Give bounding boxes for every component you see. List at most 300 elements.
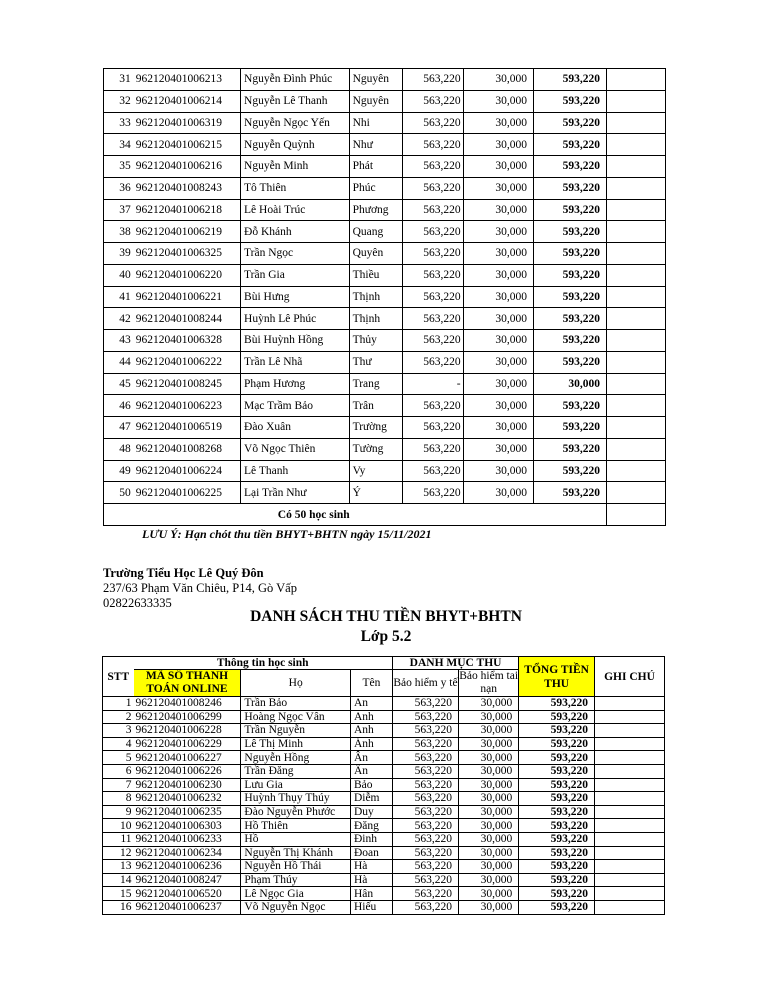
cell-ten: Trang (349, 373, 402, 395)
cell-bhyt: 563,220 (392, 710, 458, 724)
cell-note (595, 900, 665, 914)
cell-code: 962120401006236 (134, 860, 241, 874)
cell-code: 962120401006227 (134, 751, 241, 765)
cell-ten: Nguyên (349, 69, 402, 91)
cell-code: 962120401008268 (134, 438, 241, 460)
cell-code: 962120401006328 (134, 330, 241, 352)
cell-ho: Trần Bảo (241, 697, 351, 711)
cell-bhtn: 30,000 (463, 395, 533, 417)
header-stt: STT (103, 657, 134, 697)
cell-ten: Thủy (349, 330, 402, 352)
table-row (104, 134, 666, 156)
cell-ten: Nguyên (349, 90, 402, 112)
cell-ten: Hà (350, 860, 392, 874)
cell-ten: Phúc (349, 177, 402, 199)
cell-ten: Bảo (350, 778, 392, 792)
cell-stt: 8 (103, 792, 134, 806)
cell-bhtn: 30,000 (463, 308, 533, 330)
cell-total: 593,220 (519, 778, 595, 792)
cell-note (607, 243, 666, 265)
cell-stt: 15 (103, 887, 134, 901)
cell-code: 962120401006221 (134, 286, 241, 308)
cell-total: 30,000 (533, 373, 606, 395)
cell-bhyt: 563,220 (402, 177, 463, 199)
cell-code: 962120401006233 (134, 832, 241, 846)
table-row (104, 417, 666, 439)
cell-bhyt: 563,220 (392, 873, 458, 887)
table-row (104, 264, 666, 286)
cell-code: 962120401006228 (134, 724, 241, 738)
cell-bhyt: 563,220 (392, 792, 458, 806)
table-row (104, 221, 666, 243)
bottom-table-header (103, 657, 665, 697)
cell-code: 962120401006519 (134, 417, 241, 439)
cell-ten: Đinh (350, 832, 392, 846)
cell-note (595, 778, 665, 792)
cell-ho: Trần Nguyễn (241, 724, 351, 738)
cell-total: 593,220 (533, 308, 606, 330)
cell-total: 593,220 (519, 764, 595, 778)
cell-note (607, 286, 666, 308)
table-row (104, 90, 666, 112)
cell-total: 593,220 (533, 438, 606, 460)
cell-ten: Thịnh (349, 308, 402, 330)
cell-stt: 9 (103, 805, 134, 819)
header-note: GHI CHÚ (595, 657, 665, 697)
cell-stt: 40 (104, 264, 134, 286)
cell-bhyt: 563,220 (402, 308, 463, 330)
school-address: 237/63 Phạm Văn Chiêu, P14, Gò Vấp (103, 581, 297, 595)
cell-stt: 16 (103, 900, 134, 914)
cell-bhtn: 30,000 (463, 90, 533, 112)
header-category: DANH MỤC THU (392, 657, 518, 670)
cell-total: 593,220 (533, 221, 606, 243)
cell-ten: Ý (349, 482, 402, 504)
cell-ten: Ân (350, 764, 392, 778)
cell-bhyt: 563,220 (402, 199, 463, 221)
header-ho: Họ (241, 670, 351, 697)
cell-stt: 50 (104, 482, 134, 504)
cell-ten: Thư (349, 351, 402, 373)
cell-bhyt: 563,220 (402, 264, 463, 286)
table-row (103, 792, 665, 806)
cell-total: 593,220 (533, 286, 606, 308)
cell-code: 962120401006237 (134, 900, 241, 914)
cell-bhyt: 563,220 (392, 860, 458, 874)
cell-bhtn: 30,000 (463, 482, 533, 504)
table-row (103, 900, 665, 914)
cell-code: 962120401006229 (134, 737, 241, 751)
count-spacer (104, 504, 134, 526)
cell-stt: 1 (103, 697, 134, 711)
cell-note (595, 710, 665, 724)
cell-note (607, 417, 666, 439)
cell-ho: Tô Thiên (241, 177, 350, 199)
cell-bhyt: 563,220 (402, 330, 463, 352)
cell-bhtn: 30,000 (463, 373, 533, 395)
cell-bhyt: 563,220 (392, 805, 458, 819)
cell-total: 593,220 (533, 69, 606, 91)
cell-ho: Nguyễn Minh (241, 156, 350, 178)
cell-stt: 42 (104, 308, 134, 330)
cell-note (607, 373, 666, 395)
cell-bhyt: 563,220 (402, 438, 463, 460)
table-row (104, 308, 666, 330)
cell-ho: Bùi Hưng (241, 286, 350, 308)
cell-code: 962120401006230 (134, 778, 241, 792)
cell-bhtn: 30,000 (463, 221, 533, 243)
cell-total: 593,220 (533, 112, 606, 134)
cell-ten: Nhi (349, 112, 402, 134)
table-row (104, 330, 666, 352)
cell-note (595, 832, 665, 846)
cell-ho: Phạm Thúy (241, 873, 351, 887)
cell-ten: Ân (350, 751, 392, 765)
cell-bhyt: 563,220 (402, 69, 463, 91)
cell-bhtn: 30,000 (459, 873, 519, 887)
cell-ten: Vy (349, 460, 402, 482)
cell-stt: 4 (103, 737, 134, 751)
cell-code: 962120401008247 (134, 873, 241, 887)
table-row (103, 778, 665, 792)
cell-bhyt: 563,220 (402, 243, 463, 265)
cell-note (607, 199, 666, 221)
cell-total: 593,220 (533, 156, 606, 178)
cell-bhtn: 30,000 (459, 860, 519, 874)
cell-bhyt: 563,220 (402, 134, 463, 156)
cell-bhyt: 563,220 (402, 156, 463, 178)
cell-bhyt: 563,220 (392, 832, 458, 846)
cell-code: 962120401006213 (134, 69, 241, 91)
table-row (104, 373, 666, 395)
cell-code: 962120401006224 (134, 460, 241, 482)
cell-note (607, 156, 666, 178)
header-bhyt: Bảo hiểm y tế (392, 670, 458, 697)
school-name: Trường Tiểu Học Lê Quý Đôn (103, 566, 264, 580)
cell-stt: 43 (104, 330, 134, 352)
cell-bhtn: 30,000 (459, 819, 519, 833)
cell-ho: Nguyễn Hồng (241, 751, 351, 765)
cell-stt: 6 (103, 764, 134, 778)
cell-bhtn: 30,000 (463, 330, 533, 352)
cell-total: 593,220 (519, 697, 595, 711)
cell-bhyt: 563,220 (402, 417, 463, 439)
cell-bhyt: 563,220 (402, 395, 463, 417)
cell-code: 962120401008244 (134, 308, 241, 330)
cell-code: 962120401006225 (134, 482, 241, 504)
cell-bhtn: 30,000 (459, 697, 519, 711)
cell-stt: 5 (103, 751, 134, 765)
table-row (103, 819, 665, 833)
cell-ten: Hà (350, 873, 392, 887)
cell-ho: Võ Nguyễn Ngọc (241, 900, 351, 914)
cell-code: 962120401006232 (134, 792, 241, 806)
cell-ho: Lại Trần Như (241, 482, 350, 504)
cell-stt: 39 (104, 243, 134, 265)
cell-code: 962120401006216 (134, 156, 241, 178)
cell-bhyt: 563,220 (402, 286, 463, 308)
cell-bhyt: 563,220 (402, 112, 463, 134)
cell-stt: 48 (104, 438, 134, 460)
cell-note (595, 724, 665, 738)
cell-code: 962120401006220 (134, 264, 241, 286)
count-row (104, 504, 666, 526)
cell-note (607, 395, 666, 417)
cell-code: 962120401008245 (134, 373, 241, 395)
cell-total: 593,220 (519, 819, 595, 833)
cell-total: 593,220 (533, 351, 606, 373)
cell-stt: 33 (104, 112, 134, 134)
cell-note (595, 873, 665, 887)
cell-total: 593,220 (519, 832, 595, 846)
cell-code: 962120401008246 (134, 697, 241, 711)
cell-ho: Bùi Huỳnh Hồng (241, 330, 350, 352)
cell-code: 962120401006226 (134, 764, 241, 778)
cell-stt: 49 (104, 460, 134, 482)
cell-bhtn: 30,000 (459, 751, 519, 765)
bottom-student-table (102, 656, 665, 915)
cell-note (607, 482, 666, 504)
cell-ten: Diễm (350, 792, 392, 806)
cell-bhtn: 30,000 (459, 846, 519, 860)
cell-code: 962120401006219 (134, 221, 241, 243)
cell-total: 593,220 (533, 177, 606, 199)
deadline-note: LƯU Ý: Hạn chót thu tiền BHYT+BHTN ngày 15/11/2021 (142, 527, 432, 541)
cell-code: 962120401006214 (134, 90, 241, 112)
cell-stt: 45 (104, 373, 134, 395)
cell-ho: Nguyễn Đình Phúc (241, 69, 350, 91)
cell-bhyt: 563,220 (392, 764, 458, 778)
top-table-body (104, 69, 666, 526)
table-row (104, 395, 666, 417)
cell-bhtn: 30,000 (459, 900, 519, 914)
cell-total: 593,220 (519, 724, 595, 738)
cell-total: 593,220 (519, 792, 595, 806)
cell-stt: 35 (104, 156, 134, 178)
cell-ho: Trần Lê Nhã (241, 351, 350, 373)
cell-bhtn: 30,000 (459, 724, 519, 738)
cell-stt: 34 (104, 134, 134, 156)
cell-note (607, 69, 666, 91)
cell-stt: 41 (104, 286, 134, 308)
cell-code: 962120401006520 (134, 887, 241, 901)
cell-bhyt: 563,220 (392, 819, 458, 833)
cell-note (607, 264, 666, 286)
table-row (104, 69, 666, 91)
cell-code: 962120401006218 (134, 199, 241, 221)
table-row (104, 286, 666, 308)
cell-bhtn: 30,000 (459, 778, 519, 792)
cell-ten: Anh (350, 724, 392, 738)
cell-note (607, 221, 666, 243)
cell-ten: Quyên (349, 243, 402, 265)
cell-total: 593,220 (519, 751, 595, 765)
cell-bhtn: 30,000 (459, 832, 519, 846)
cell-bhyt: 563,220 (402, 482, 463, 504)
cell-stt: 47 (104, 417, 134, 439)
cell-bhtn: 30,000 (463, 69, 533, 91)
cell-ten: Đoan (350, 846, 392, 860)
cell-ho: Huỳnh Thụy Thúy (241, 792, 351, 806)
cell-stt: 14 (103, 873, 134, 887)
bottom-table-body (103, 697, 665, 915)
cell-total: 593,220 (519, 710, 595, 724)
cell-ho: Hồ (241, 832, 351, 846)
cell-bhtn: 30,000 (463, 460, 533, 482)
cell-bhtn: 30,000 (463, 112, 533, 134)
table-row (103, 710, 665, 724)
header-total: TỔNG TIỀN THU (519, 657, 595, 697)
cell-ten: Tường (349, 438, 402, 460)
cell-stt: 37 (104, 199, 134, 221)
cell-ho: Nguyễn Hồ Thái (241, 860, 351, 874)
cell-note (595, 764, 665, 778)
cell-stt: 36 (104, 177, 134, 199)
table-row (104, 438, 666, 460)
count-note (607, 504, 666, 526)
cell-ten: Quang (349, 221, 402, 243)
cell-ten: Phương (349, 199, 402, 221)
cell-bhtn: 30,000 (463, 156, 533, 178)
cell-ho: Lê Ngọc Gia (241, 887, 351, 901)
table-row (104, 460, 666, 482)
cell-total: 593,220 (533, 90, 606, 112)
cell-bhtn: 30,000 (459, 764, 519, 778)
cell-total: 593,220 (533, 199, 606, 221)
cell-ten: Hiếu (350, 900, 392, 914)
cell-ho: Lê Thị Minh (241, 737, 351, 751)
cell-bhtn: 30,000 (459, 737, 519, 751)
table-row (104, 177, 666, 199)
class-label: Lớp 5.2 (360, 628, 412, 645)
table-row (103, 873, 665, 887)
table-row (103, 751, 665, 765)
cell-total: 593,220 (519, 737, 595, 751)
cell-bhyt: 563,220 (392, 887, 458, 901)
cell-bhyt: 563,220 (392, 846, 458, 860)
cell-ten: Duy (350, 805, 392, 819)
cell-bhtn: 30,000 (463, 199, 533, 221)
cell-code: 962120401006235 (134, 805, 241, 819)
cell-total: 593,220 (519, 887, 595, 901)
cell-bhyt: 563,220 (402, 351, 463, 373)
cell-bhyt: 563,220 (392, 724, 458, 738)
page-title: DANH SÁCH THU TIỀN BHYT+BHTN (250, 608, 522, 625)
cell-stt: 2 (103, 710, 134, 724)
cell-total: 593,220 (519, 805, 595, 819)
cell-note (607, 90, 666, 112)
cell-ten: Phát (349, 156, 402, 178)
cell-bhtn: 30,000 (463, 438, 533, 460)
cell-total: 593,220 (533, 134, 606, 156)
school-phone: 02822633335 (103, 596, 172, 610)
cell-bhtn: 30,000 (463, 243, 533, 265)
cell-note (595, 887, 665, 901)
cell-bhtn: 30,000 (463, 286, 533, 308)
cell-bhyt: 563,220 (392, 737, 458, 751)
cell-ho: Đào Xuân (241, 417, 350, 439)
cell-bhtn: 30,000 (459, 805, 519, 819)
cell-bhyt: 563,220 (392, 900, 458, 914)
cell-ho: Huỳnh Lê Phúc (241, 308, 350, 330)
table-row (103, 832, 665, 846)
cell-bhtn: 30,000 (459, 792, 519, 806)
cell-ho: Phạm Hương (241, 373, 350, 395)
cell-ho: Võ Ngọc Thiên (241, 438, 350, 460)
cell-bhtn: 30,000 (463, 177, 533, 199)
cell-ho: Đỗ Khánh (241, 221, 350, 243)
cell-bhtn: 30,000 (463, 134, 533, 156)
school-info (103, 566, 297, 611)
cell-ten: Đăng (350, 819, 392, 833)
cell-stt: 13 (103, 860, 134, 874)
cell-bhyt: 563,220 (392, 778, 458, 792)
cell-ten: Ánh (350, 737, 392, 751)
cell-ho: Nguyễn Ngọc Yến (241, 112, 350, 134)
cell-ho: Nguyễn Quỳnh (241, 134, 350, 156)
table-row (103, 764, 665, 778)
cell-total: 593,220 (519, 860, 595, 874)
table-row (104, 156, 666, 178)
top-student-table (103, 68, 666, 526)
cell-ho: Trần Ngọc (241, 243, 350, 265)
cell-note (595, 792, 665, 806)
cell-note (607, 134, 666, 156)
table-row (103, 697, 665, 711)
cell-note (607, 460, 666, 482)
cell-ho: Đào Nguyễn Phước (241, 805, 351, 819)
student-count: Có 50 học sinh (134, 504, 607, 526)
cell-stt: 38 (104, 221, 134, 243)
cell-bhyt: 563,220 (402, 221, 463, 243)
cell-note (607, 112, 666, 134)
cell-total: 593,220 (533, 460, 606, 482)
cell-bhtn: 30,000 (463, 417, 533, 439)
cell-bhtn: 30,000 (463, 264, 533, 286)
cell-ho: Mạc Trầm Bảo (241, 395, 350, 417)
cell-note (607, 177, 666, 199)
cell-bhyt: 563,220 (392, 751, 458, 765)
cell-code: 962120401006223 (134, 395, 241, 417)
cell-total: 593,220 (533, 395, 606, 417)
cell-total: 593,220 (533, 417, 606, 439)
header-bhtn: Bảo hiểm tai nạn (459, 670, 519, 695)
cell-note (607, 438, 666, 460)
cell-bhyt: 563,220 (392, 697, 458, 711)
cell-bhyt: - (402, 373, 463, 395)
cell-ho: Lưu Gia (241, 778, 351, 792)
table-row (103, 846, 665, 860)
table-row (104, 482, 666, 504)
table-row (103, 860, 665, 874)
cell-ten: Trường (349, 417, 402, 439)
table-row (103, 805, 665, 819)
cell-stt: 12 (103, 846, 134, 860)
header-ten: Tên (350, 670, 392, 697)
cell-ten: Thiều (349, 264, 402, 286)
cell-note (607, 351, 666, 373)
table-row (103, 887, 665, 901)
cell-ho: Nguyễn Lê Thanh (241, 90, 350, 112)
cell-stt: 44 (104, 351, 134, 373)
cell-stt: 32 (104, 90, 134, 112)
cell-stt: 11 (103, 832, 134, 846)
cell-bhtn: 30,000 (459, 887, 519, 901)
table-row (104, 243, 666, 265)
cell-stt: 7 (103, 778, 134, 792)
cell-code: 962120401006325 (134, 243, 241, 265)
cell-ten: Trân (349, 395, 402, 417)
